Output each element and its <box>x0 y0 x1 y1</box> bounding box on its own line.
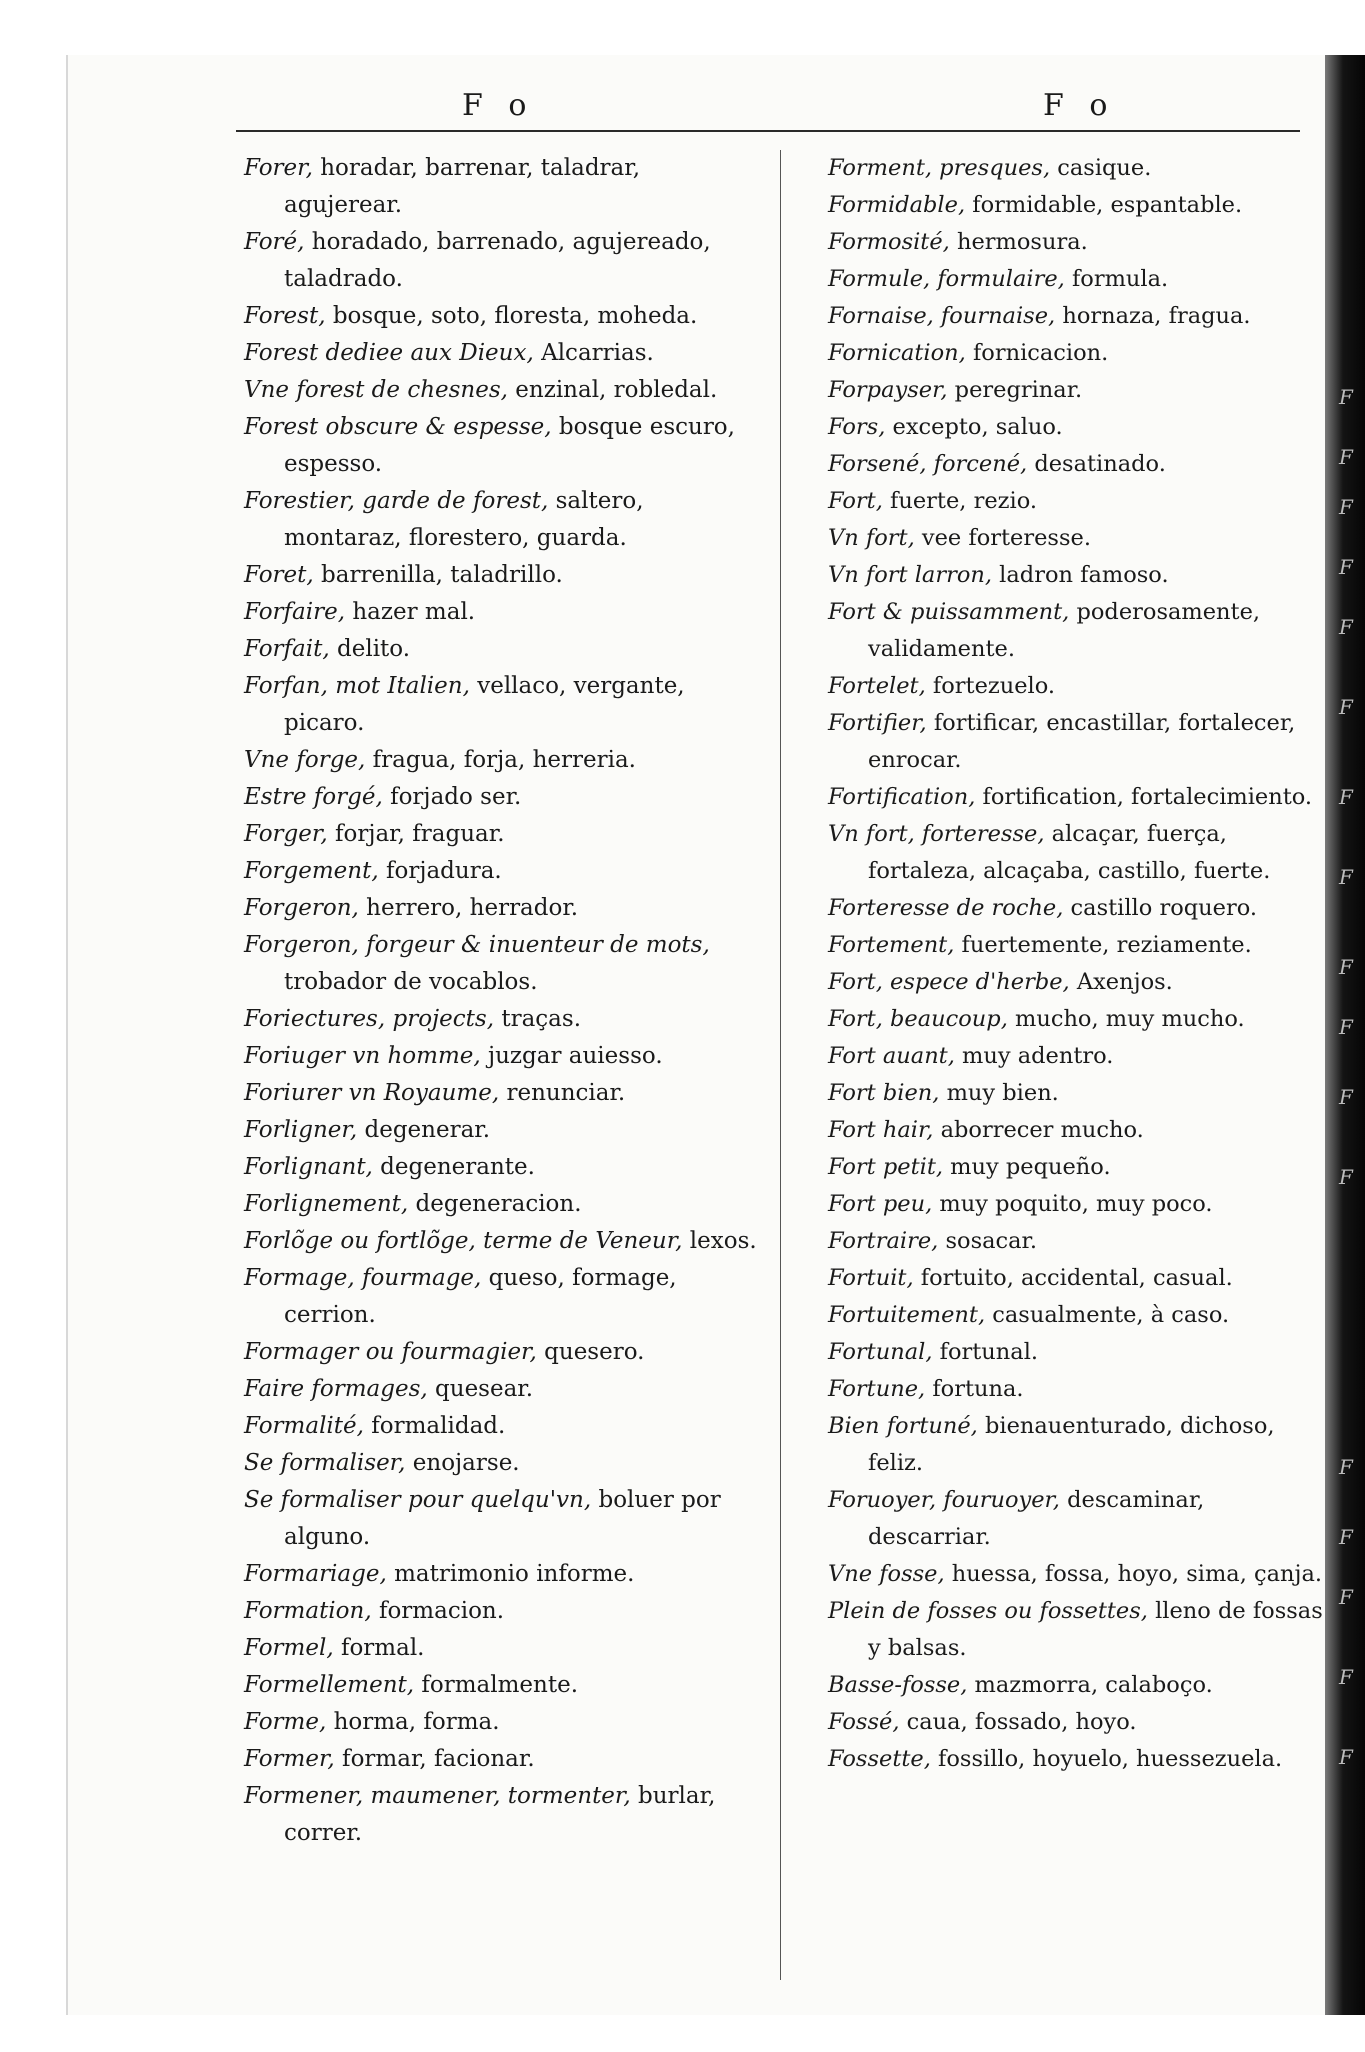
dictionary-entry <box>244 1556 764 1593</box>
entry-headword: Formariage, <box>244 1561 387 1587</box>
dictionary-entry <box>828 964 1328 1001</box>
entry-definition: desatinado. <box>1027 451 1166 477</box>
entry-headword: Forteresse de roche, <box>828 895 1064 921</box>
entry-headword: Se formaliser pour quelqu'vn, <box>244 1487 592 1513</box>
dictionary-entry <box>828 927 1328 964</box>
entry-definition: fuertemente, reziamente. <box>954 932 1252 958</box>
entry-definition: traças. <box>494 1006 581 1032</box>
dictionary-entry <box>828 1001 1328 1038</box>
entry-headword: Fort hair, <box>828 1117 934 1143</box>
entry-definition: horadar, barrenar, taladrar, agujerear. <box>284 155 641 218</box>
dictionary-entry <box>244 1741 764 1778</box>
entry-headword: Vn fort, forteresse, <box>828 821 1045 847</box>
entry-headword: Vn fort larron, <box>828 562 993 588</box>
dictionary-entry <box>244 1001 764 1038</box>
entry-definition: hermosura. <box>949 229 1088 255</box>
entry-definition: fortification, fortalecimiento. <box>975 784 1313 810</box>
entry-definition: quesear. <box>427 1376 534 1402</box>
entry-definition: fortuito, accidental, casual. <box>913 1265 1233 1291</box>
dictionary-entry <box>828 261 1328 298</box>
dictionary-entry <box>828 335 1328 372</box>
dictionary-entry <box>828 1297 1328 1334</box>
dictionary-entry <box>244 1371 764 1408</box>
entry-definition: saltero, montaraz, florestero, guarda. <box>284 488 644 551</box>
entry-headword: Plein de fosses ou fossettes, <box>828 1598 1148 1624</box>
dictionary-entry <box>828 1334 1328 1371</box>
entry-definition: renunciar. <box>499 1080 626 1106</box>
margin-letter: F <box>1339 615 1353 639</box>
entry-definition: fragua, forja, herreria. <box>365 747 636 773</box>
entry-definition: huessa, fossa, hoyo, sima, çanja. <box>944 1561 1323 1587</box>
entry-headword: Forgement, <box>244 858 379 884</box>
dictionary-entry <box>244 1334 764 1371</box>
margin-letter: F <box>1339 1085 1353 1109</box>
entry-headword: Fortuitement, <box>828 1302 986 1328</box>
entry-definition: formacion. <box>371 1598 505 1624</box>
dictionary-entry <box>244 927 764 1001</box>
dictionary-entry <box>244 1667 764 1704</box>
dictionary-entry <box>828 1593 1328 1667</box>
entry-headword: Se formaliser, <box>244 1450 406 1476</box>
dictionary-entry <box>244 890 764 927</box>
header-rule <box>236 130 1300 132</box>
dictionary-entry <box>244 335 764 372</box>
entry-definition: herrero, herrador. <box>358 895 579 921</box>
margin-letter: F <box>1339 1015 1353 1039</box>
entry-headword: Forest, <box>244 303 326 329</box>
entry-headword: Fortement, <box>828 932 955 958</box>
entry-definition: muy adentro. <box>954 1043 1114 1069</box>
entry-definition: castillo roquero. <box>1063 895 1258 921</box>
entry-headword: Forger, <box>244 821 328 847</box>
entry-headword: Fortification, <box>828 784 976 810</box>
entry-headword: Fort, espece d'herbe, <box>828 969 1070 995</box>
dictionary-entry <box>828 779 1328 816</box>
dictionary-entry <box>244 1445 764 1482</box>
entry-definition: Alcarrias. <box>533 340 654 366</box>
entry-definition: fortificar, encastillar, fortalecer, enrocar. <box>868 710 1296 773</box>
dictionary-entry <box>244 1704 764 1741</box>
dictionary-entry <box>828 816 1328 890</box>
entry-definition: trobador de vocablos. <box>284 969 538 995</box>
entry-definition: mazmorra, calaboço. <box>967 1672 1213 1698</box>
entry-headword: Formager ou fourmagier, <box>244 1339 537 1365</box>
entry-definition: fortezuelo. <box>925 673 1056 699</box>
dictionary-entry <box>244 1630 764 1667</box>
entry-definition: fortuna. <box>925 1376 1024 1402</box>
margin-letter: F <box>1339 445 1353 469</box>
entry-headword: Fort & puissamment, <box>828 599 1070 625</box>
entry-definition: lleno de fossas y balsas. <box>868 1598 1323 1661</box>
entry-headword: Forligner, <box>244 1117 358 1143</box>
entry-definition: poderosamente, validamente. <box>868 599 1261 662</box>
dictionary-entry <box>828 409 1328 446</box>
entry-definition: forjado ser. <box>382 784 522 810</box>
entry-headword: Vne forest de chesnes, <box>244 377 508 403</box>
entry-headword: Forestier, garde de forest, <box>244 488 549 514</box>
dictionary-entry <box>828 705 1328 779</box>
entry-headword: Fossette, <box>828 1746 931 1772</box>
entry-headword: Fortelet, <box>828 673 926 699</box>
entry-definition: fornicacion. <box>965 340 1109 366</box>
entry-definition: formar, facionar. <box>334 1746 535 1772</box>
entry-headword: Forest dediee aux Dieux, <box>244 340 534 366</box>
margin-letter: F <box>1339 1165 1353 1189</box>
dictionary-entry <box>244 1482 764 1556</box>
entry-definition: alcaçar, fuerça, fortaleza, alcaçaba, castillo, fuerte. <box>868 821 1271 884</box>
entry-headword: Forfaire, <box>244 599 346 625</box>
dictionary-entry <box>828 187 1328 224</box>
entry-definition: enzinal, robledal. <box>507 377 718 403</box>
dictionary-entry <box>244 742 764 779</box>
entry-headword: Fossé, <box>828 1709 900 1735</box>
left-column <box>244 150 764 1852</box>
entry-definition: muy poquito, muy poco. <box>932 1191 1213 1217</box>
entry-headword: Formellement, <box>244 1672 415 1698</box>
dictionary-entry <box>244 409 764 483</box>
dictionary-entry <box>828 1667 1328 1704</box>
entry-definition: degenerante. <box>372 1154 535 1180</box>
entry-definition: vellaco, vergante, picaro. <box>284 673 685 736</box>
dictionary-entry <box>828 1704 1328 1741</box>
entry-headword: Vn fort, <box>828 525 915 551</box>
entry-headword: Bien fortuné, <box>828 1413 978 1439</box>
dictionary-entry <box>828 1556 1328 1593</box>
entry-definition: bosque escuro, espesso. <box>284 414 735 477</box>
entry-headword: Foriurer vn Royaume, <box>244 1080 500 1106</box>
entry-definition: muy bien. <box>939 1080 1059 1106</box>
entry-headword: Fortunal, <box>828 1339 933 1365</box>
dictionary-entry <box>828 483 1328 520</box>
margin-letter: F <box>1339 1455 1353 1479</box>
entry-definition: excepto, saluo. <box>885 414 1063 440</box>
entry-headword: Vne forge, <box>244 747 366 773</box>
dictionary-entry <box>244 224 764 298</box>
entry-headword: Fort bien, <box>828 1080 940 1106</box>
entry-headword: Foriuger vn homme, <box>244 1043 481 1069</box>
entry-definition: sosacar. <box>938 1228 1037 1254</box>
entry-definition: hornaza, fragua. <box>1055 303 1251 329</box>
entry-definition: horma, forma. <box>326 1709 500 1735</box>
dictionary-entry <box>828 1186 1328 1223</box>
entry-definition: formalidad. <box>363 1413 506 1439</box>
entry-definition: fuerte, rezio. <box>882 488 1038 514</box>
entry-headword: Fornaise, fournaise, <box>828 303 1056 329</box>
dictionary-entry <box>828 298 1328 335</box>
margin-letter: F <box>1339 865 1353 889</box>
margin-letter: F <box>1339 1665 1353 1689</box>
entry-definition: burlar, correr. <box>284 1783 716 1846</box>
dictionary-entry <box>828 520 1328 557</box>
entry-headword: Formule, formulaire, <box>828 266 1065 292</box>
margin-letter: F <box>1339 495 1353 519</box>
entry-definition: matrimonio informe. <box>386 1561 635 1587</box>
entry-headword: Fort, beaucoup, <box>828 1006 1008 1032</box>
dictionary-entry <box>244 816 764 853</box>
dictionary-entry <box>828 1741 1328 1778</box>
entry-definition: quesero. <box>536 1339 645 1365</box>
entry-definition: casualmente, à caso. <box>985 1302 1230 1328</box>
entry-definition: forjadura. <box>378 858 502 884</box>
entry-definition: juzgar auiesso. <box>480 1043 663 1069</box>
entry-headword: Forment, presques, <box>828 155 1051 181</box>
entry-headword: Fort, <box>828 488 883 514</box>
entry-headword: Foré, <box>244 229 305 255</box>
entry-headword: Forer, <box>244 155 313 181</box>
margin-letter: F <box>1339 1745 1353 1769</box>
dictionary-entry <box>244 668 764 742</box>
entry-definition: hazer mal. <box>345 599 476 625</box>
entry-definition: degenerar. <box>357 1117 491 1143</box>
dictionary-entry <box>244 1038 764 1075</box>
entry-definition: ladron famoso. <box>992 562 1169 588</box>
entry-headword: Fortraire, <box>828 1228 939 1254</box>
entry-definition: formidable, espantable. <box>965 192 1243 218</box>
entry-headword: Formener, maumener, tormenter, <box>244 1783 631 1809</box>
entry-definition: descaminar, descarriar. <box>868 1487 1205 1550</box>
margin-letter: F <box>1339 1585 1353 1609</box>
entry-definition: fossillo, hoyuelo, huessezuela. <box>930 1746 1283 1772</box>
dictionary-entry <box>828 1075 1328 1112</box>
entry-headword: Forgeron, <box>244 895 359 921</box>
entry-headword: Fort petit, <box>828 1154 944 1180</box>
dictionary-entry <box>828 150 1328 187</box>
entry-definition: horadado, barrenado, agujereado, taladrado. <box>284 229 711 292</box>
entry-headword: Foret, <box>244 562 314 588</box>
entry-headword: Forsené, forcené, <box>828 451 1028 477</box>
entry-definition: vee forteresse. <box>914 525 1091 551</box>
entry-headword: Vne fosse, <box>828 1561 945 1587</box>
entry-headword: Formalité, <box>244 1413 364 1439</box>
entry-headword: Forfan, mot Italien, <box>244 673 470 699</box>
entry-definition: bosque, soto, floresta, moheda. <box>325 303 698 329</box>
entry-headword: Fortuit, <box>828 1265 914 1291</box>
dictionary-entry <box>244 1149 764 1186</box>
entry-headword: Formel, <box>244 1635 334 1661</box>
dictionary-entry <box>828 1223 1328 1260</box>
entry-headword: Forlignant, <box>244 1154 373 1180</box>
margin-letter: F <box>1339 785 1353 809</box>
entry-definition: degeneracion. <box>408 1191 582 1217</box>
dictionary-entry <box>828 557 1328 594</box>
entry-headword: Faire formages, <box>244 1376 428 1402</box>
entry-definition: barrenilla, taladrillo. <box>313 562 563 588</box>
entry-headword: Forpayser, <box>828 377 948 403</box>
entry-headword: Fortune, <box>828 1376 926 1402</box>
dictionary-entry <box>828 594 1328 668</box>
dictionary-entry <box>828 1112 1328 1149</box>
entry-headword: Basse-fosse, <box>828 1672 968 1698</box>
entry-headword: Former, <box>244 1746 335 1772</box>
entry-definition: lexos. <box>682 1228 757 1254</box>
entry-headword: Forme, <box>244 1709 327 1735</box>
dictionary-entry <box>828 1482 1328 1556</box>
dictionary-entry <box>244 1593 764 1630</box>
dictionary-entry <box>828 890 1328 927</box>
dictionary-entry <box>828 1038 1328 1075</box>
entry-headword: Forgeron, forgeur & inuenteur de mots, <box>244 932 710 958</box>
margin-letter: F <box>1339 385 1353 409</box>
entry-definition: peregrinar. <box>947 377 1083 403</box>
entry-headword: Formidable, <box>828 192 966 218</box>
entry-headword: Forlõge ou fortlõge, terme de Veneur, <box>244 1228 683 1254</box>
facing-page-margin <box>1339 55 1361 2015</box>
entry-headword: Fors, <box>828 414 886 440</box>
entry-headword: Fortifier, <box>828 710 927 736</box>
entry-definition: muy pequeño. <box>943 1154 1111 1180</box>
running-head-left: F o <box>462 88 535 123</box>
entry-headword: Forest obscure & espesse, <box>244 414 552 440</box>
entry-definition: formula. <box>1064 266 1169 292</box>
entry-headword: Fornication, <box>828 340 966 366</box>
entry-definition: enojarse. <box>405 1450 520 1476</box>
dictionary-entry <box>244 594 764 631</box>
entry-definition: formal. <box>333 1635 425 1661</box>
margin-letter: F <box>1339 555 1353 579</box>
dictionary-entry <box>244 853 764 890</box>
entry-definition: caua, fossado, hoyo. <box>899 1709 1137 1735</box>
entry-definition: mucho, muy mucho. <box>1007 1006 1245 1032</box>
entry-definition: Axenjos. <box>1069 969 1173 995</box>
entry-headword: Foriectures, projects, <box>244 1006 495 1032</box>
dictionary-entry <box>828 1260 1328 1297</box>
right-column <box>828 150 1328 1778</box>
column-divider <box>780 150 781 1980</box>
entry-headword: Formosité, <box>828 229 950 255</box>
dictionary-entry <box>244 1186 764 1223</box>
dictionary-entry <box>828 446 1328 483</box>
dictionary-entry <box>244 1260 764 1334</box>
entry-headword: Formage, fourmage, <box>244 1265 482 1291</box>
dictionary-entry <box>244 1408 764 1445</box>
dictionary-entry <box>244 150 764 224</box>
entry-headword: Forfait, <box>244 636 330 662</box>
entry-definition: casique. <box>1050 155 1152 181</box>
entry-definition: bienauenturado, dichoso, feliz. <box>868 1413 1275 1476</box>
dictionary-entry <box>244 1112 764 1149</box>
entry-definition: aborrecer mucho. <box>933 1117 1144 1143</box>
dictionary-entry <box>244 1778 764 1852</box>
entry-headword: Estre forgé, <box>244 784 383 810</box>
dictionary-entry <box>828 1149 1328 1186</box>
dictionary-entry <box>244 483 764 557</box>
entry-headword: Forlignement, <box>244 1191 409 1217</box>
entry-headword: Fort peu, <box>828 1191 933 1217</box>
entry-definition: delito. <box>329 636 411 662</box>
dictionary-entry <box>244 372 764 409</box>
dictionary-entry <box>828 224 1328 261</box>
entry-headword: Foruoyer, fouruoyer, <box>828 1487 1060 1513</box>
dictionary-entry <box>244 557 764 594</box>
dictionary-entry <box>244 631 764 668</box>
dictionary-entry <box>244 779 764 816</box>
dictionary-entry <box>828 1408 1328 1482</box>
entry-definition: fortunal. <box>932 1339 1039 1365</box>
dictionary-entry <box>828 372 1328 409</box>
margin-letter: F <box>1339 955 1353 979</box>
dictionary-entry <box>244 298 764 335</box>
entry-definition: boluer por alguno. <box>284 1487 721 1550</box>
dictionary-entry <box>244 1075 764 1112</box>
dictionary-entry <box>244 1223 764 1260</box>
margin-letter: F <box>1339 1525 1353 1549</box>
dictionary-entry <box>828 1371 1328 1408</box>
margin-letter: F <box>1339 695 1353 719</box>
dictionary-entry <box>828 668 1328 705</box>
entry-headword: Fort auant, <box>828 1043 955 1069</box>
entry-definition: forjar, fraguar. <box>327 821 505 847</box>
entry-headword: Formation, <box>244 1598 372 1624</box>
entry-definition: queso, formage, cerrion. <box>284 1265 677 1328</box>
entry-definition: formalmente. <box>414 1672 579 1698</box>
running-head-right: F o <box>1043 88 1116 123</box>
